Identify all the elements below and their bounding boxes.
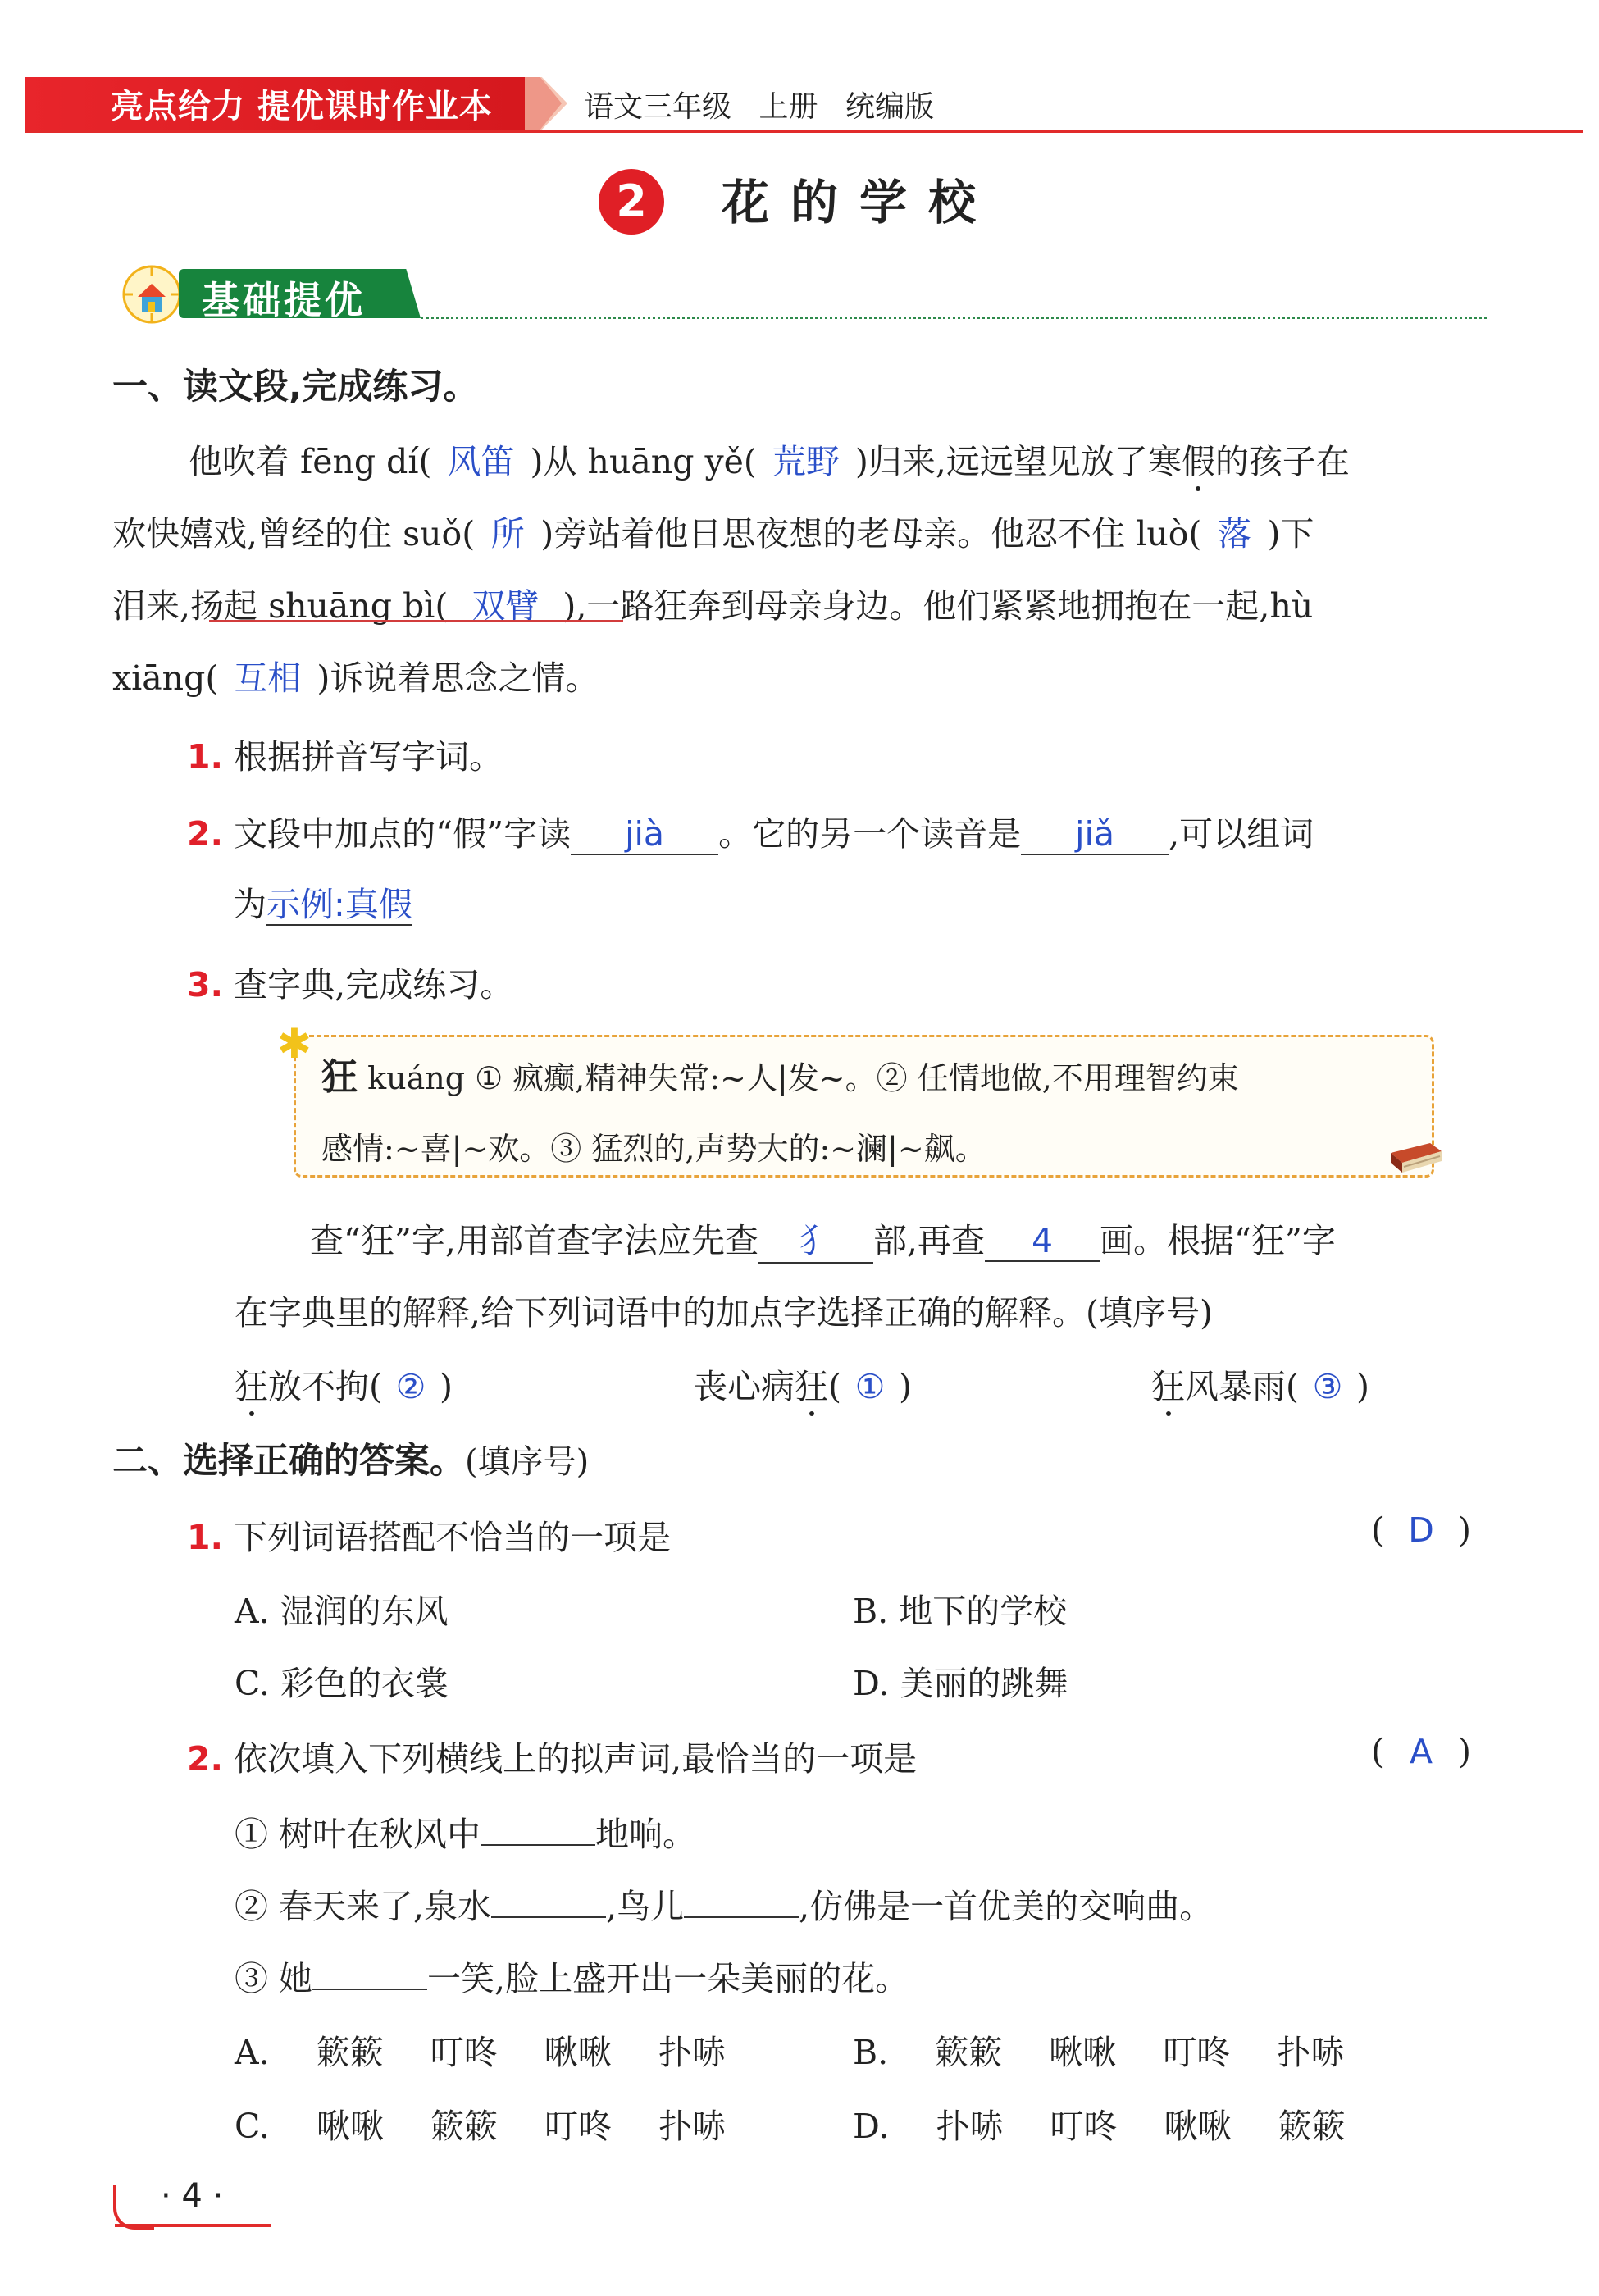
option-q2-d: D. 扑哧 叮咚 啾啾 簌簌: [853, 2107, 1346, 2146]
option-d: D. 美丽的跳舞: [853, 1664, 1068, 1703]
sun-house-icon: [121, 264, 182, 325]
option-c: C. 彩色的衣裳: [235, 1664, 449, 1703]
dictionary-line-2: 感情:~喜|~欢。③ 猛烈的,声势大的:~澜|~飙。: [321, 1131, 986, 1167]
header-rule: [25, 130, 1583, 133]
passage-line-3: 泪来,扬起 shuāng bì( 双臂 ),一路狂奔到母亲身边。他们紧紧地拥抱在一起,hù: [112, 579, 1313, 627]
volume: 上册: [758, 90, 818, 124]
page-title: 花的学校: [722, 175, 998, 230]
dictionary-char: 狂: [321, 1056, 358, 1098]
book-info: [584, 84, 934, 125]
word-item-2: 丧心病狂( ① ): [694, 1367, 912, 1406]
answer-fengdi: 风笛: [447, 442, 515, 481]
part1-q1: 1. 根据拼音写字词。: [187, 737, 503, 777]
answer-item-2: ①: [854, 1367, 886, 1406]
subject: 语文三年级: [584, 90, 732, 124]
option-b: B. 地下的学校: [853, 1592, 1068, 1631]
part2-q2: 2. 依次填入下列横线上的拟声词,最恰当的一项是: [187, 1739, 918, 1779]
part1-q3-instruction: 在字典里的解释,给下列词语中的加点字选择正确的解释。(填序号): [235, 1293, 1214, 1332]
answer-stroke-count: 4: [985, 1221, 1100, 1262]
part1-heading: 一、读文段,完成练习。: [112, 367, 479, 408]
option-q2-b: B. 簌簌 啾啾 叮咚 扑哧: [853, 2033, 1345, 2072]
red-underline: [209, 620, 623, 622]
word-item-1: 狂放不拘( ② ): [235, 1367, 453, 1406]
sentence-2: ② 春天来了,泉水 ,鸟儿 ,仿佛是一首优美的交响曲。: [235, 1887, 1214, 1926]
part1-q3-fill: 查“狂”字,用部首查字法应先查 犭 部,再查 4 画。根据“狂”字: [310, 1214, 1336, 1264]
section-label: 基础提优: [202, 278, 366, 322]
page-number: · 4 ·: [161, 2177, 224, 2215]
part2-q2-answer: ( A ): [1371, 1732, 1471, 1771]
series-title: 亮点给力 提优课时作业本: [111, 88, 493, 125]
part2-q1: 1. 下列词语搭配不恰当的一项是: [187, 1518, 672, 1557]
answer-zuci: 示例:真假: [266, 885, 412, 924]
answer-huangye: 荒野: [772, 442, 840, 481]
answer-radical: 犭: [758, 1214, 873, 1264]
answer-jia-alt: jiǎ: [1021, 814, 1168, 855]
footer-ornament: [113, 2185, 154, 2230]
part2-heading: 二、选择正确的答案。(填序号): [112, 1441, 590, 1482]
header-banner-tail: [525, 77, 567, 130]
answer-shuangbi: 双臂: [472, 586, 540, 626]
word-item-3: 狂风暴雨( ③ ): [1151, 1367, 1369, 1406]
option-q2-c: C. 啾啾 簌簌 叮咚 扑哧: [235, 2107, 727, 2146]
answer-suo: 所: [490, 514, 525, 554]
sentence-3: ③ 她 一笑,脸上盛开出一朵美丽的花。: [235, 1959, 909, 1998]
part2-q1-answer: ( D ): [1371, 1510, 1471, 1550]
part1-q3: 3. 查字典,完成练习。: [187, 965, 514, 1004]
answer-huxiang: 互相: [234, 658, 302, 698]
answer-item-3: ③: [1312, 1367, 1343, 1406]
sentence-1: ① 树叶在秋风中 地响。: [235, 1815, 697, 1854]
answer-luo: 落: [1217, 514, 1251, 554]
lesson-number-badge: 2: [599, 169, 664, 235]
answer-item-1: ②: [395, 1367, 426, 1406]
answer-jia-reading: jià: [571, 814, 718, 855]
passage-line-2: 欢快嬉戏,曾经的住 suǒ( 所 )旁站着他日思夜想的老母亲。他忍不住 luò( 落 )下: [112, 507, 1314, 555]
part1-q2-line2: 为示例:真假: [233, 885, 412, 924]
dotted-char-jia: 假: [1181, 442, 1215, 481]
edition: 统编版: [845, 90, 934, 124]
passage-line-1: 他吹着 fēng dí( 风笛 )从 huāng yě( 荒野 )归来,远远望见放了寒假的孩子在: [189, 435, 1350, 483]
option-q2-a: A. 簌簌 叮咚 啾啾 扑哧: [235, 2033, 726, 2072]
part1-q2: 2. 文段中加点的“假”字读 jià 。它的另一个读音是 jiǎ ,可以组词: [187, 814, 1314, 854]
star-icon: ✱: [277, 1020, 312, 1068]
book-icon: [1387, 1138, 1445, 1176]
footer-rule: [115, 2224, 271, 2227]
option-a: A. 湿润的东风: [235, 1592, 449, 1631]
passage-line-4: xiāng( 互相 )诉说着思念之情。: [112, 651, 599, 699]
section-rule: [421, 317, 1487, 319]
dictionary-line-1: 狂 kuáng ① 疯癫,精神失常:~人|发~。② 任情地做,不用理智约束: [321, 1056, 1239, 1098]
